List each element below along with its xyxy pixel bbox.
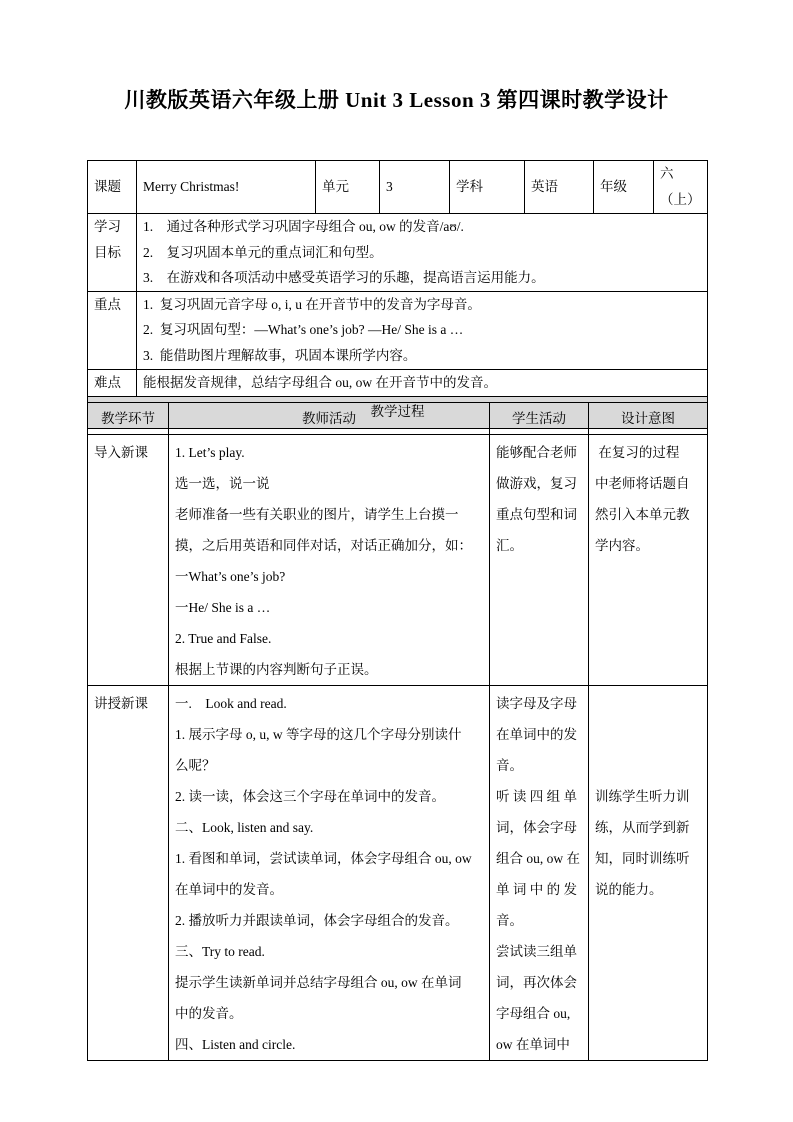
grade-label: 年级 bbox=[594, 161, 654, 214]
key-point-item: 1. 复习巩固元音字母 o, i, u 在开音节中的发音为字母音。 bbox=[143, 296, 481, 312]
stage-cell: 讲授新课 bbox=[88, 686, 169, 1061]
objectives-list bbox=[137, 214, 708, 292]
unit-value: 3 bbox=[380, 161, 450, 214]
objective-item: 2. 复习巩固本单元的重点词汇和句型。 bbox=[143, 244, 383, 260]
teacher-activity-cell: 一. Look and read. 1. 展示字母 o, u, w 等字母的这几个字母分别读什 么呢？ 2. 读一读，体会这三个字母在单词中的发音。 二、Look, listen and say. 1. 看图和单词，尝试读单词，体会字母组合 ou, ow 在单词中的发音。 2. 播放听力并跟读单词，体会字母组合的发音。 三、Try to read. 提示学生读新单词并总结字母组合 ou, ow 在单词 中的发音。 四、Listen and circle. bbox=[169, 686, 490, 1061]
header-teacher: 教师活动 bbox=[169, 403, 490, 435]
subject-value: 英语 bbox=[525, 161, 594, 214]
student-activity-cell: 读字母及字母 在单词中的发 音。 听 读 四 组 单 词，体会字母 组合 ou, ow 在 单 词 中 的 发 音。 尝试读三组单 词，再次体会 字母组合 ou, ow 在单词中 bbox=[490, 686, 589, 1061]
process-band: 教学过程 bbox=[88, 396, 708, 428]
difficulties-text: 能根据发音规律，总结字母组合 ou, ow 在开音节中的发音。 bbox=[137, 369, 708, 396]
teacher-activity-cell: 1. Let’s play. 选一选，说一说 老师准备一些有关职业的图片，请学生上台摸一 摸，之后用英语和同伴对话，对话正确加分，如： 一What’s one’s job? 一He/ She is a … 2. True and False. 根据上节课的内容判断句子正误。 bbox=[169, 435, 490, 686]
key-point-item: 2. 复习巩固句型：—What’s one’s job? —He/ She is a … bbox=[143, 322, 464, 337]
table-row bbox=[88, 435, 708, 686]
topic-value: Merry Christmas! bbox=[137, 161, 316, 214]
key-points-label: 重点 bbox=[88, 291, 137, 369]
lesson-info-table bbox=[87, 160, 708, 429]
process-table bbox=[87, 402, 708, 1061]
subject-label: 学科 bbox=[450, 161, 525, 214]
design-intent-cell: 训练学生听力训 练，从而学到新 知，同时训练听 说的能力。 bbox=[589, 686, 708, 1061]
stage-cell: 导入新课 bbox=[88, 435, 169, 686]
design-intent-cell: 在复习的过程 中老师将话题自 然引入本单元教 学内容。 bbox=[589, 435, 708, 686]
student-activity-cell: 能够配合老师 做游戏，复习 重点句型和词 汇。 bbox=[490, 435, 589, 686]
header-stage: 教学环节 bbox=[88, 403, 169, 435]
grade-value: 六（上） bbox=[654, 161, 708, 214]
key-point-item: 3. 能借助图片理解故事，巩固本课所学内容。 bbox=[143, 347, 417, 363]
key-points-list bbox=[137, 291, 708, 369]
header-student: 学生活动 bbox=[490, 403, 589, 435]
objective-item: 1. 通过各种形式学习巩固字母组合 ou, ow 的发音/aʊ/. bbox=[143, 219, 464, 234]
difficulties-label: 难点 bbox=[88, 369, 137, 396]
objective-item: 3. 在游戏和各项活动中感受英语学习的乐趣，提高语言运用能力。 bbox=[143, 270, 545, 285]
topic-label: 课题 bbox=[88, 161, 137, 214]
header-intent: 设计意图 bbox=[589, 403, 708, 435]
objectives-label: 学习 目标 bbox=[88, 214, 137, 292]
unit-label: 单元 bbox=[316, 161, 380, 214]
page-title: 川教版英语六年级上册 Unit 3 Lesson 3 第四课时教学设计 bbox=[124, 88, 669, 112]
table-row bbox=[88, 686, 708, 1061]
